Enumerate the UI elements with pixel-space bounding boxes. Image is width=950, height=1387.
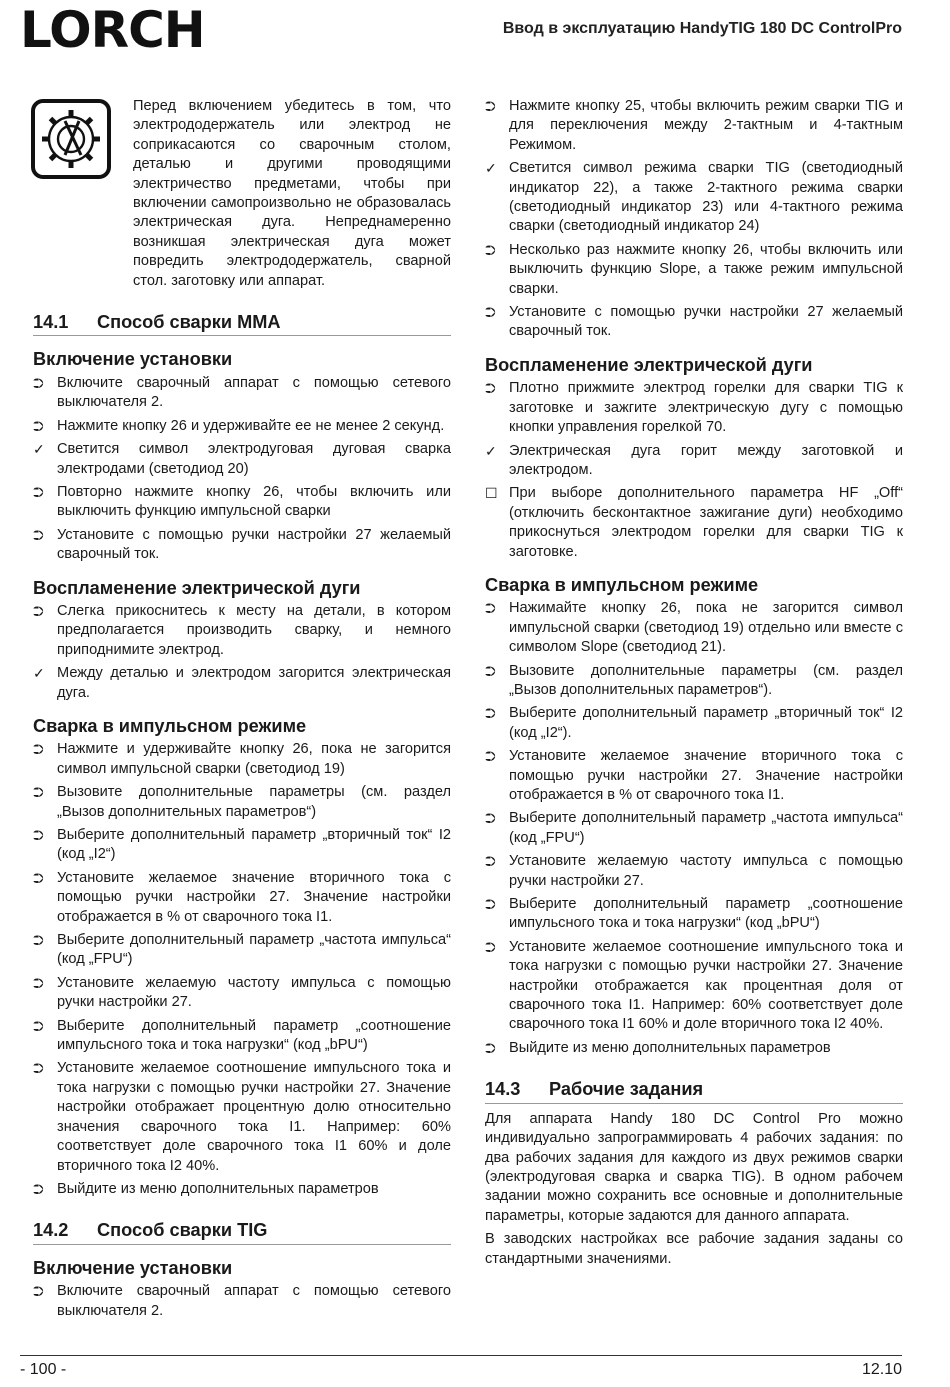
arrow-icon: ⮊ bbox=[485, 600, 496, 617]
arrow-icon: ⮊ bbox=[33, 1283, 44, 1300]
list-item: ⮊ Выберите дополнительный параметр „соотношение импульсного тока и тока нагрузки“ (код „bPU“) bbox=[33, 1017, 451, 1054]
arrow-icon: ⮊ bbox=[33, 869, 44, 886]
arrow-icon: ⮊ bbox=[485, 748, 496, 765]
list-item: ⮊ Включите сварочный аппарат с помощью сетевого выключателя 2. bbox=[33, 1283, 451, 1319]
section-title: Способ сварки MMA bbox=[97, 312, 281, 333]
arrow-icon: ⮊ bbox=[485, 98, 496, 114]
arrow-icon: ⮊ bbox=[33, 1017, 44, 1034]
list-item: ⮊ Установите желаемую частоту импульса с помощью ручки настройки 27. bbox=[33, 974, 451, 1011]
list-item: ⮊ Нажмите кнопку 25, чтобы включить режим сварки TIG и для переключения между 2-тактным и 4-тактным Режимом. bbox=[485, 98, 903, 153]
section-number: 14.1 bbox=[33, 312, 69, 333]
list-item: ⮊ Нажмите и удерживайте кнопку 26, пока не загорится символ импульсной сварки (светодиод 19) bbox=[33, 741, 451, 777]
list-item: ⮊ Выйдите из меню дополнительных параметров bbox=[485, 1039, 903, 1058]
page-number: - 100 - bbox=[20, 1361, 67, 1378]
arrow-icon: ⮊ bbox=[33, 827, 44, 843]
arrow-icon: ⮊ bbox=[33, 483, 44, 500]
arrow-icon: ⮊ bbox=[485, 241, 496, 258]
paragraph: В заводских настройках все рабочие задания заданы со стандартными значениями. bbox=[485, 1231, 903, 1267]
arrow-icon: ⮊ bbox=[33, 526, 44, 543]
list-item: ⮊ Установите желаемое значение вторичного тока с помощью ручки настройки 27. Значение настройки отображается в % от сварочного тока I1. bbox=[33, 869, 451, 925]
section-14-2-heading bbox=[33, 1221, 451, 1244]
arrow-icon: ⮊ bbox=[33, 1180, 44, 1197]
arrow-icon: ⮊ bbox=[485, 662, 496, 679]
list-item: ⮊ Установите желаемое значение вторичного тока с помощью ручки настройки 27. Значение настройки отображается в % от сварочного тока I1. bbox=[485, 748, 903, 803]
arrow-icon: ⮊ bbox=[33, 417, 44, 434]
arrow-icon: ⮊ bbox=[33, 1060, 44, 1077]
list-item: ⮊ Слегка прикоснитесь к месту на детали, в котором предполагается производить сварку, и немного приподнимите электрод. bbox=[33, 602, 451, 658]
footer-divider bbox=[20, 1355, 902, 1356]
list-item: ⮊ Выйдите из меню дополнительных параметров bbox=[33, 1180, 451, 1199]
arrow-icon: ⮊ bbox=[485, 1039, 496, 1056]
list-item: ⮊ Вызовите дополнительные параметры (см. раздел „Вызов дополнительных параметров“). bbox=[485, 662, 903, 698]
instruction-list bbox=[485, 599, 903, 1058]
list-item: ✓ Между деталью и электродом загорится электрическая дуга. bbox=[33, 665, 451, 701]
instruction-list bbox=[485, 379, 903, 562]
list-item: ⮊ Выберите дополнительный параметр „частота импульса“ (код „FPU“) bbox=[485, 810, 903, 846]
list-item: ✓ Электрическая дуга горит между заготовкой и электродом. bbox=[485, 442, 903, 478]
instruction-list bbox=[33, 740, 451, 1199]
list-item: ⮊ Установите с помощью ручки настройки 27 желаемый сварочный ток. bbox=[485, 304, 903, 340]
section-number: 14.2 bbox=[33, 1220, 69, 1241]
checkbox-icon: ☐ bbox=[485, 485, 498, 502]
arrow-icon: ⮊ bbox=[485, 304, 496, 321]
arrow-icon: ⮊ bbox=[485, 810, 496, 827]
instruction-list bbox=[33, 374, 451, 565]
list-item: ⮊ Вызовите дополнительные параметры (см. раздел „Вызов дополнительных параметров“) bbox=[33, 784, 451, 820]
list-item: ⮊ Повторно нажмите кнопку 26, чтобы включить или выключить функцию импульсной сварки bbox=[33, 483, 451, 520]
list-item: ⮊ Включите сварочный аппарат с помощью сетевого выключателя 2. bbox=[33, 374, 451, 411]
list-item: ☐ При выборе дополнительного параметра HF „Off“ (отключить бесконтактное зажигание дуги) необходимо прикоснуться электродом горелки для сварки TIG к заготовке. bbox=[485, 485, 903, 560]
list-item: ⮊ Нажмите кнопку 26 и удерживайте ее не менее 2 секунд. bbox=[33, 417, 451, 436]
left-column bbox=[33, 97, 451, 1325]
list-item: ⮊ Выберите дополнительный параметр „вторичный ток“ I2 (код „I2“) bbox=[33, 827, 451, 863]
arrow-icon: ⮊ bbox=[33, 784, 44, 801]
lorch-logo: LORCH bbox=[20, 1, 205, 59]
instruction-list bbox=[33, 1282, 451, 1321]
list-item: ⮊ Выберите дополнительный параметр „соотношение импульсного тока и тока нагрузки“ (код „bPU“) bbox=[485, 896, 903, 932]
warning-block bbox=[33, 97, 451, 291]
section-14-3-heading bbox=[485, 1080, 903, 1103]
warning-text: Перед включением убедитесь в том, что электрододержатель или электрод не соприкасаются со сварочным столом, деталью и другими проводящими электричество предметами, чтобы при включении самопроизвольно не образовалась электрическая дуга. Непреднамеренно возникшая электрическая дуга может повредить электрододержатель, сварной стол. заготовку или аппарат. bbox=[133, 98, 451, 289]
arrow-icon: ⮊ bbox=[33, 741, 44, 758]
section-14-1-heading bbox=[33, 313, 451, 336]
check-icon: ✓ bbox=[33, 665, 45, 682]
arrow-icon: ⮊ bbox=[33, 374, 44, 391]
check-icon: ✓ bbox=[33, 441, 45, 458]
subheading: Включение установки bbox=[33, 1257, 233, 1278]
arrow-icon: ⮊ bbox=[33, 974, 44, 991]
arrow-icon: ⮊ bbox=[485, 380, 496, 397]
section-title: Рабочие задания bbox=[549, 1079, 704, 1100]
document-title: Ввод в эксплуатацию HandyTIG 180 DC ControlPro bbox=[502, 20, 902, 37]
subheading: Сварка в импульсном режиме bbox=[33, 715, 307, 736]
check-icon: ✓ bbox=[485, 160, 497, 177]
subheading: Включение установки bbox=[33, 349, 233, 370]
list-item: ✓ Светится символ режима сварки TIG (светодиодный индикатор 22), а также 2-тактного режима сварки (светодиодный индикатор 23) или 4-тактного режима сварки (светодиодный индикатор 24) bbox=[485, 160, 903, 235]
gear-hand-warning-icon bbox=[31, 99, 111, 179]
list-item: ⮊ Плотно прижмите электрод горелки для сварки TIG к заготовке и зажгите электрическую дугу с помощью кнопки управления горелкой 70. bbox=[485, 380, 903, 436]
right-column bbox=[485, 97, 903, 1273]
list-item: ⮊ Несколько раз нажмите кнопку 26, чтобы включить или выключить функцию Slope, а также режим импульсной сварки. bbox=[485, 241, 903, 297]
arrow-icon: ⮊ bbox=[33, 932, 44, 949]
arrow-icon: ⮊ bbox=[485, 705, 496, 722]
arrow-icon: ⮊ bbox=[485, 896, 496, 913]
arrow-icon: ⮊ bbox=[33, 602, 44, 619]
list-item: ✓ Светится символ электродуговая дуговая сварка электродами (светодиод 20) bbox=[33, 441, 451, 477]
list-item: ⮊ Выберите дополнительный параметр „частота импульса“ (код „FPU“) bbox=[33, 932, 451, 968]
subheading: Сварка в импульсном режиме bbox=[485, 574, 759, 595]
list-item: ⮊ Выберите дополнительный параметр „вторичный ток“ I2 (код „I2“). bbox=[485, 705, 903, 741]
instruction-list bbox=[485, 97, 903, 342]
list-item: ⮊ Нажимайте кнопку 26, пока не загорится символ импульсной сварки (светодиод 19) отдельно или вместе с символом Slope (светодиод 21). bbox=[485, 600, 903, 656]
revision-date: 12.10 bbox=[861, 1361, 902, 1378]
subheading: Воспламенение электрической дуги bbox=[485, 354, 813, 375]
list-item: ⮊ Установите желаемое соотношение импульсного тока и тока нагрузки с помощью ручки настройки 27. Значение настройки отображается как процентная доля от сварочного тока I1. Например: 60% соответствует доле сварочного тока I1 60% и доле вторичного тока I2 40%. bbox=[485, 938, 903, 1033]
check-icon: ✓ bbox=[485, 442, 497, 459]
arrow-icon: ⮊ bbox=[485, 938, 496, 955]
list-item: ⮊ Установите желаемую частоту импульса с помощью ручки настройки 27. bbox=[485, 853, 903, 889]
list-item: ⮊ Установите желаемое соотношение импульсного тока и тока нагрузки с помощью ручки настройки 27. Значение настройки отображает процентную долю относительно значения сварочного тока I1. Например: 60% соответствует доле сварочного тока I1 60% и доле вторичного тока I2 40%. bbox=[33, 1060, 451, 1174]
arrow-icon: ⮊ bbox=[485, 853, 496, 870]
section-title: Способ сварки TIG bbox=[97, 1220, 268, 1241]
list-item: ⮊ Установите с помощью ручки настройки 27 желаемый сварочный ток. bbox=[33, 526, 451, 563]
subheading: Воспламенение электрической дуги bbox=[33, 577, 361, 598]
section-number: 14.3 bbox=[485, 1079, 521, 1100]
instruction-list bbox=[33, 602, 451, 703]
paragraph: Для аппарата Handy 180 DC Control Pro можно индивидуально запрограммировать 4 рабочих задания: по два рабочих задания для каждого из двух режимов сварки (электродуговая сварка и сварка TIG). В одном рабочем задании можно сохранить все основные и дополнительные параметры, которые задаются для данного аппарата. bbox=[485, 1110, 903, 1224]
